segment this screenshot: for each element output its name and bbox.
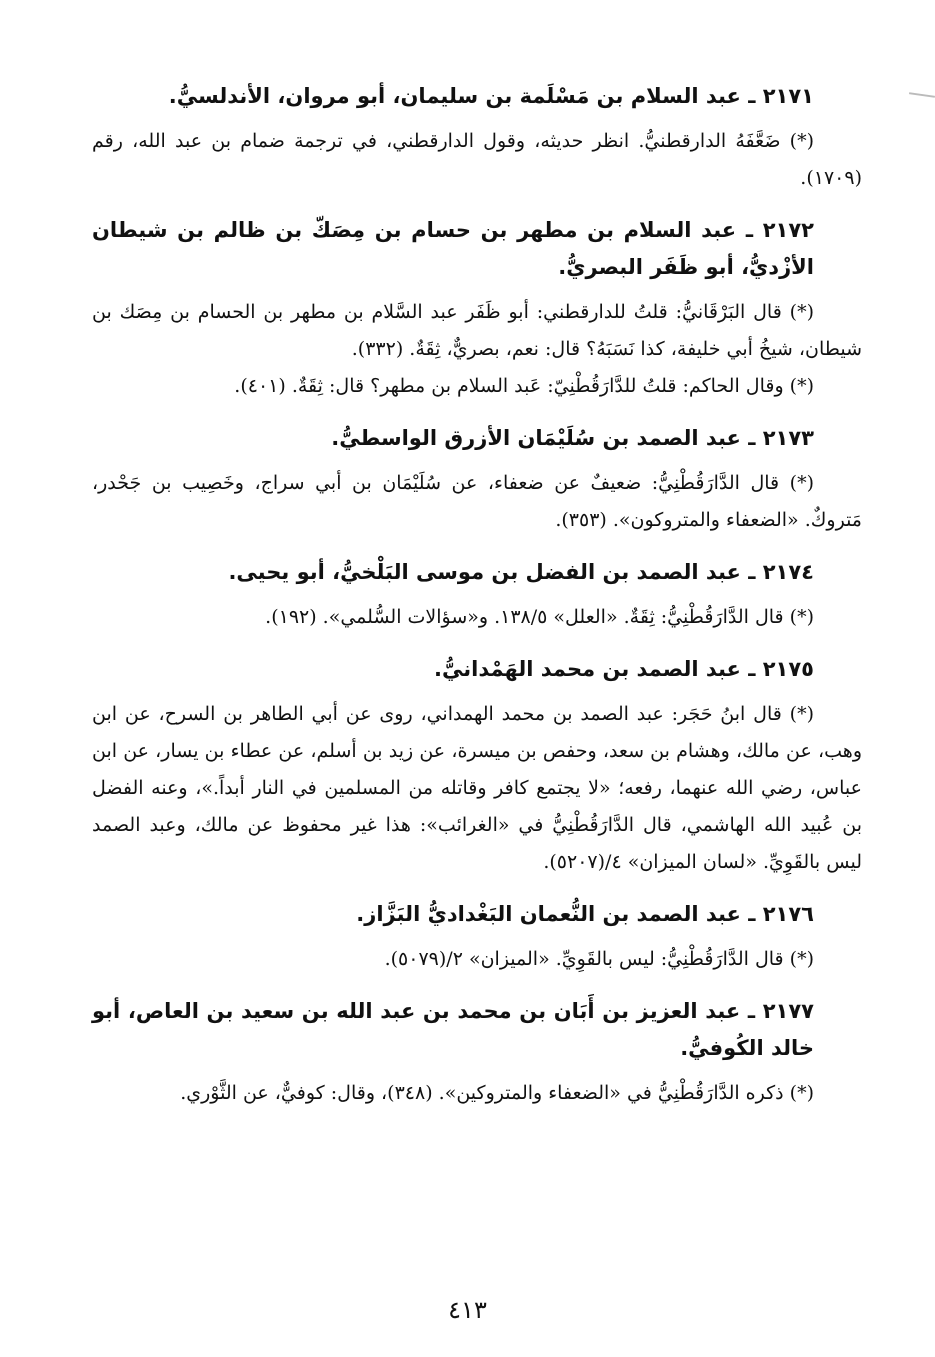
entry-paragraph: (*) قال الدَّارَقُطْنِيُّ: ليس بالقَوِيِّ. «الميزان» ٢/(٥٠٧٩). — [384, 948, 814, 970]
entry-2177 — [92, 993, 862, 1112]
entry-2175 — [92, 651, 862, 881]
entry-paragraph: (*) قال الدَّارَقُطْنِيُّ: ضعيفٌ عن ضعفاء، عن سُلَيْمَان بن أبي سراج، وخَصِيب بن جَحْدر، مَتروكٌ. «الضعفاء والمتروكون». (٣٥٣). — [92, 472, 862, 531]
entry-heading — [92, 212, 862, 286]
page-number: ٤١٣ — [448, 1296, 487, 1324]
entry-2174 — [92, 554, 862, 636]
entry-paragraph: (*) قال الدَّارَقُطْنِيُّ: ثِقَةٌ. «العلل» ١٣٨/٥. و«سؤالات السُّلمي». (١٩٢). — [265, 606, 814, 628]
entry-number: ٢١٧٤ — [762, 560, 814, 584]
entry-title: عبد الصمد بن سُلَيْمَان الأزرق الواسطيُّ. — [331, 426, 741, 450]
entry-heading — [92, 554, 862, 591]
entry-number: ٢١٧٥ — [762, 657, 814, 681]
entry-number: ٢١٧١ — [762, 84, 814, 108]
entry-title: عبد الصمد بن النُّعمان البَغْداديُّ البَزَّاز. — [356, 902, 741, 926]
entry-dash: ـ — [740, 902, 763, 926]
entry-dash: ـ — [736, 218, 763, 242]
entry-dash: ـ — [740, 657, 763, 681]
entry-title: عبد الصمد بن الفضل بن موسى البَلْخيُّ، أبو يحيى. — [228, 560, 741, 584]
entry-paragraph: (*) قال ابنُ حَجَر: عبد الصمد بن محمد الهمداني، روى عن أبي الطاهر بن السرح، عن ابن وهب، عن مالك، وهشام بن سعد، وحفص بن ميسرة، عن زيد بن أسلم، عن عطاء بن يسار، عن ابن عباس، رضي الله عنهما، رفعه؛ «لا يجتمع كافر وقاتله من المسلمين في النار أبداً.»، وعنه الفضل بن عُبيد الله الهاشمي، قال الدَّارَقُطْنِيُّ في «الغرائب»: هذا غير محفوظ عن مالك، وعبد الصمد ليس بالقَوِيِّ. «لسان الميزان» ٤/(٥٢٠٧). — [92, 703, 862, 873]
entry-paragraph: (*) وقال الحاكم: قلتُ للدَّارَقُطْنِيّ: عَبد السلام بن مطهر؟ قال: ثِقَةٌ. (٤٠١). — [234, 375, 814, 397]
entry-heading — [92, 78, 862, 115]
entry-2173 — [92, 420, 862, 539]
entry-dash: ـ — [740, 560, 763, 584]
entry-number: ٢١٧٦ — [762, 902, 814, 926]
entry-heading — [92, 420, 862, 457]
entry-number: ٢١٧٢ — [762, 218, 814, 242]
entry-title: عبد السلام بن مَسْلَمة بن سليمان، أبو مروان، الأندلسيُّ. — [168, 84, 741, 108]
entry-title: عبد السلام بن مطهر بن حسام بن مِصَكّ بن ظالم بن شيطان الأزْديُّ، أبو ظَفَر البصريُّ. — [92, 218, 814, 279]
entry-number: ٢١٧٣ — [762, 426, 814, 450]
entry-dash: ـ — [740, 84, 763, 108]
entry-dash: ـ — [740, 426, 763, 450]
entry-title: عبد العزيز بن أَبَان بن محمد بن عبد الله بن سعيد بن العاص، أبو خالد الكُوفيُّ. — [92, 999, 814, 1060]
page-body — [92, 78, 862, 1308]
entry-dash: ـ — [740, 999, 763, 1023]
margin-mark — [909, 92, 935, 98]
entry-paragraph: (*) قال البَرْقَانيُّ: قلتُ للدارقطني: أبو ظَفَر عبد السَّلام بن مطهر بن الحسام بن مِصَك بن شيطان، شيخُ أبي خليفة، كذا نَسَبَهُ؟ قال: نعم، بصريٌّ، ثِقَةٌ. (٣٣٢). — [92, 301, 862, 360]
entry-2176 — [92, 896, 862, 978]
entry-2171 — [92, 78, 862, 197]
entry-title: عبد الصمد بن محمد الهَمْدانيُّ. — [434, 657, 741, 681]
entry-paragraph: (*) ضَعَّفَهُ الدارقطنيُّ. انظر حديثه، وقول الدارقطني، في ترجمة ضمام بن عبد الله، رقم (١٧٠٩). — [92, 130, 862, 189]
entry-heading — [92, 651, 862, 688]
entry-heading — [92, 896, 862, 933]
entry-number: ٢١٧٧ — [762, 999, 814, 1023]
entry-2172 — [92, 212, 862, 405]
entry-paragraph: (*) ذكره الدَّارَقُطْنِيُّ في «الضعفاء والمتروكين». (٣٤٨)، وقال: كوفيٌّ، عن الثَّوْري. — [180, 1082, 814, 1104]
entry-heading — [92, 993, 862, 1067]
